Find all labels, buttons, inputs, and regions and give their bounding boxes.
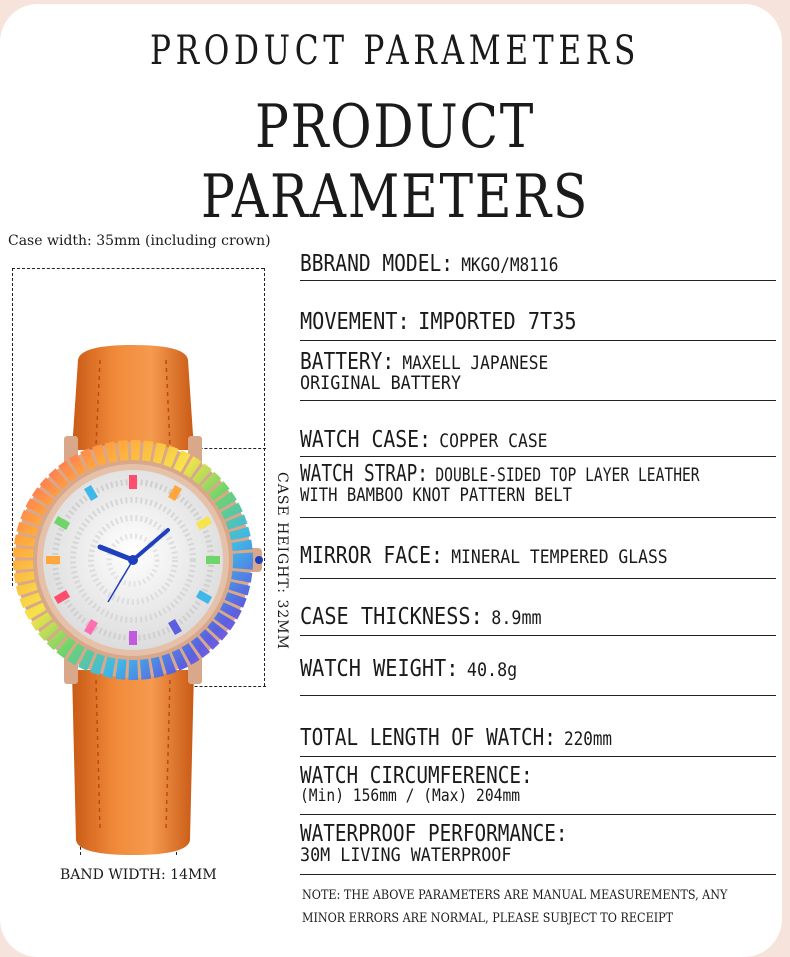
band-width-label: BAND WIDTH: 14MM [60, 867, 217, 883]
spec-value-2: ORIGINAL BATTERY [300, 372, 462, 395]
spec-label: BATTERY: [300, 349, 395, 375]
spec-battery [300, 350, 776, 401]
spec-value: MAXELL JAPANESE [402, 352, 549, 374]
spec-value: (Min) 156mm / (Max) 204mm [300, 786, 521, 807]
spec-value: 220mm [563, 728, 613, 750]
spec-value: 40.8g [466, 659, 518, 681]
page-title: PRODUCT PARAMETERS [200, 92, 590, 232]
case-height-label: CASE HEIGHT: 32MM [274, 472, 290, 650]
spec-value-2: WITH BAMBOO KNOT PATTERN BELT [300, 484, 573, 507]
note-line-1: NOTE: THE ABOVE PARAMETERS ARE MANUAL MEASUREMENTS, ANY [302, 888, 728, 903]
spec-circumference [300, 764, 776, 815]
strap-top [72, 345, 194, 450]
spec-label: MOVEMENT: [300, 309, 410, 335]
disclaimer-note [302, 884, 784, 930]
note-line-2: MINOR ERRORS ARE NORMAL, PLEASE SUBJECT TO RECEIPT [302, 911, 674, 926]
spec-value: 30M LIVING WATERPROOF [300, 844, 512, 867]
watch-illustration [8, 340, 278, 860]
case-width-label: Case width: 35mm (including crown) [8, 233, 271, 249]
spec-value: COPPER CASE [439, 430, 548, 452]
spec-watch-strap [300, 462, 776, 518]
spec-case-thickness [300, 605, 776, 636]
spec-value: 8.9mm [491, 607, 542, 629]
spec-watch-case [300, 428, 776, 457]
spec-value: IMPORTED 7T35 [418, 309, 577, 335]
spec-value: MINERAL TEMPERED GLASS [451, 546, 668, 568]
spec-brand-model [300, 252, 776, 281]
spec-mirror-face [300, 544, 776, 579]
spec-label: BBRAND MODEL: [300, 251, 454, 277]
spec-watch-weight [300, 657, 776, 696]
spec-label: WATCH CASE: [300, 427, 432, 453]
spec-value: DOUBLE-SIDED TOP LAYER LEATHER [435, 464, 700, 486]
spec-label: WATCH STRAP: [300, 461, 428, 487]
strap-bottom [72, 670, 194, 855]
spec-value: MKGO/M8116 [461, 254, 559, 276]
title-small: PRODUCT PARAMETERS [149, 28, 641, 74]
spec-label: MIRROR FACE: [300, 543, 443, 569]
spec-movement [300, 310, 776, 341]
spec-label: CASE THICKNESS: [300, 604, 483, 630]
spec-label: WATCH WEIGHT: [300, 656, 459, 682]
case-width-line-top [12, 268, 264, 269]
spec-label: WATERPROOF PERFORMANCE: [300, 821, 568, 847]
spec-total-length [300, 726, 776, 757]
spec-label: WATCH CIRCUMFERENCE: [300, 763, 533, 789]
spec-waterproof [300, 822, 776, 875]
spec-label: TOTAL LENGTH OF WATCH: [300, 725, 556, 751]
